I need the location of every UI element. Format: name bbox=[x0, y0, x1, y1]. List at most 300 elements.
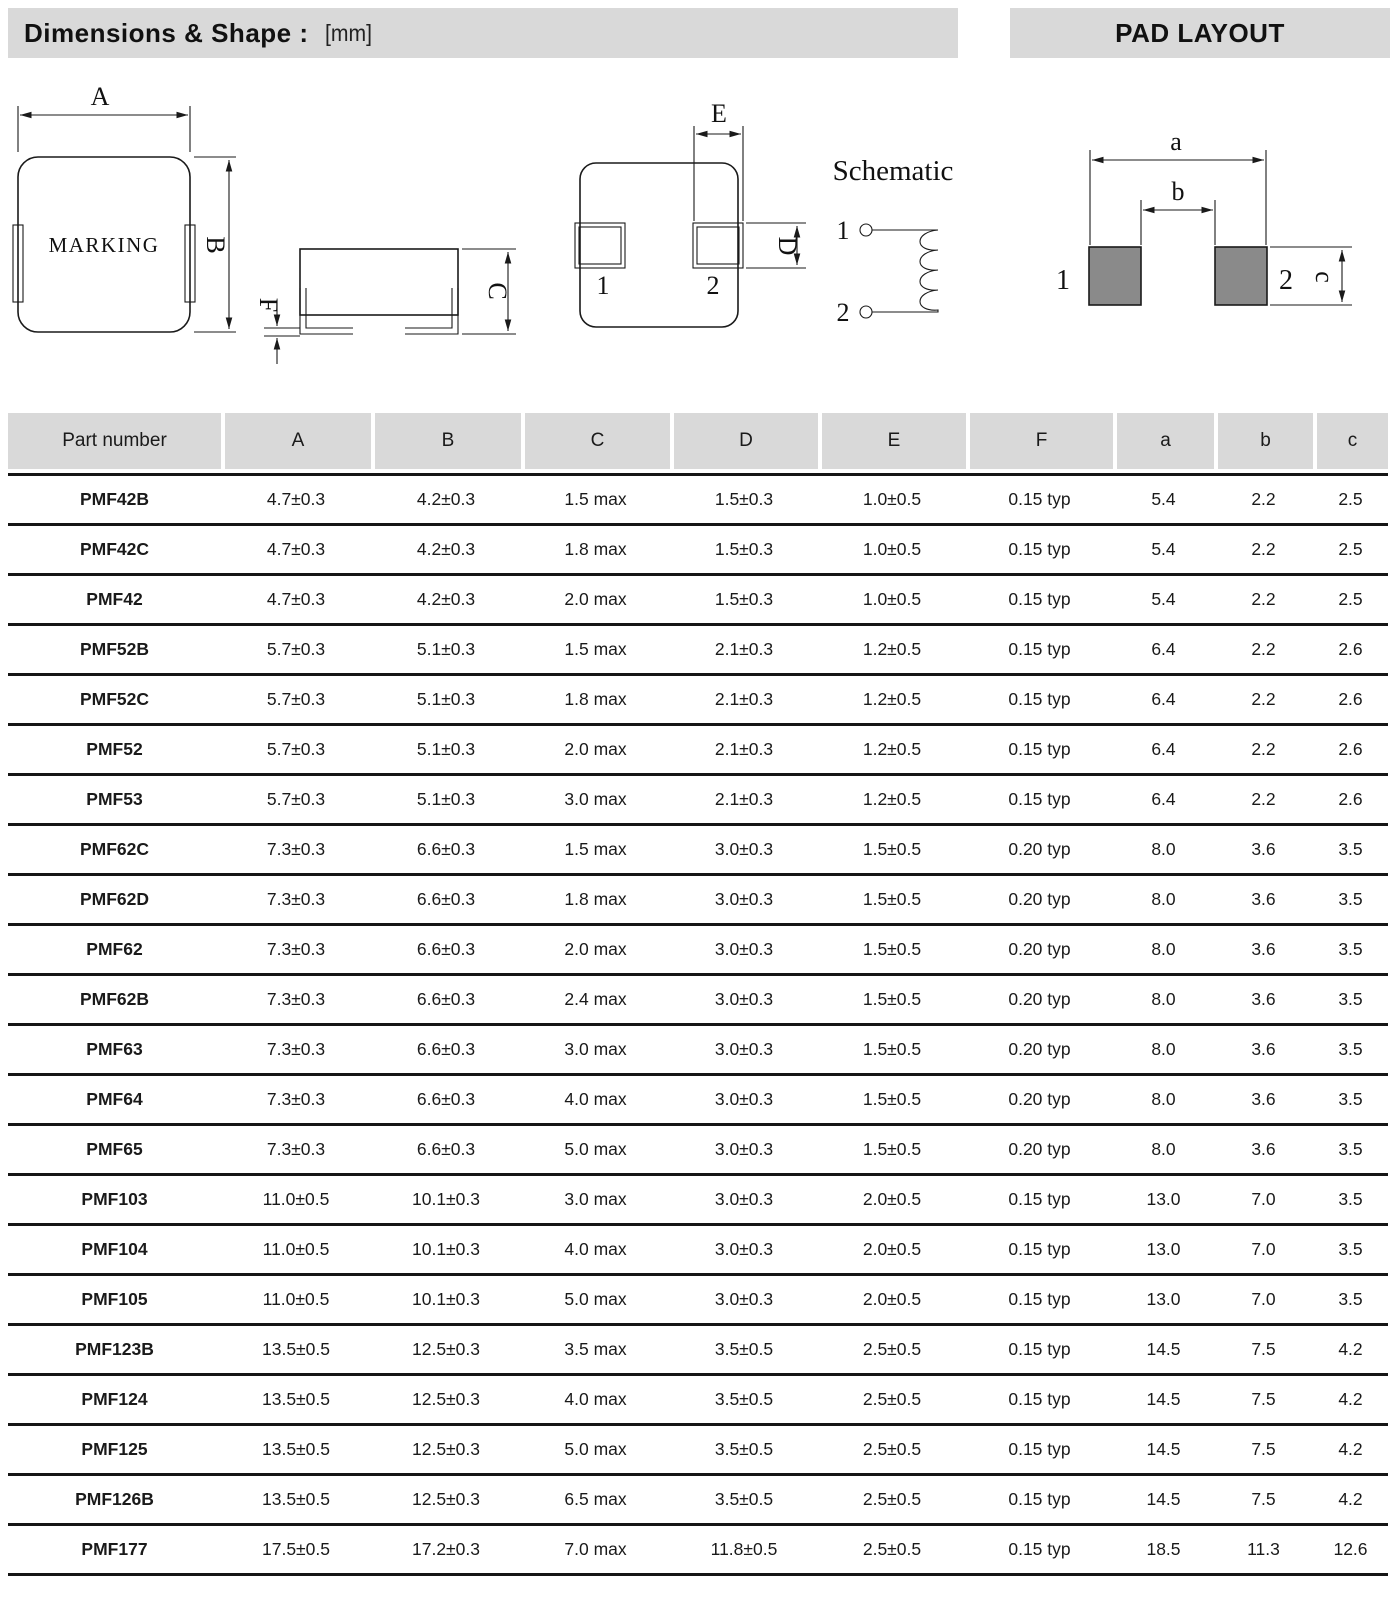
dimension-e bbox=[694, 99, 743, 221]
dimension-cell: 5.1±0.3 bbox=[371, 723, 521, 773]
figure-bottom-view bbox=[575, 99, 806, 327]
dimension-cell: 2.0 max bbox=[521, 723, 670, 773]
dimension-cell: 3.0±0.3 bbox=[670, 973, 818, 1023]
dimension-cell: 10.1±0.3 bbox=[371, 1273, 521, 1323]
dimension-cell: 18.5 bbox=[1113, 1523, 1214, 1576]
dimension-cell: 3.5 bbox=[1313, 1273, 1388, 1323]
dimension-cell: 5.4 bbox=[1113, 573, 1214, 623]
dimension-cell: 1.5±0.5 bbox=[818, 1073, 966, 1123]
dimension-cell: 2.5±0.5 bbox=[818, 1423, 966, 1473]
dimension-cell: 3.0±0.3 bbox=[670, 1073, 818, 1123]
dimension-cell: 4.2±0.3 bbox=[371, 573, 521, 623]
dimension-cell: 14.5 bbox=[1113, 1423, 1214, 1473]
dimension-f bbox=[254, 298, 300, 364]
part-number-cell: PMF104 bbox=[8, 1223, 221, 1273]
dimension-cell: 5.0 max bbox=[521, 1423, 670, 1473]
dimension-cell: 17.2±0.3 bbox=[371, 1523, 521, 1576]
dimension-cell: 4.2±0.3 bbox=[371, 523, 521, 573]
table-row bbox=[8, 723, 1388, 773]
table-row bbox=[8, 973, 1388, 1023]
dimension-cell: 7.5 bbox=[1214, 1323, 1313, 1373]
dimensions-shape-title: Dimensions & Shape : bbox=[24, 17, 309, 48]
table-row bbox=[8, 573, 1388, 623]
terminal-2-label: 2 bbox=[706, 271, 720, 300]
dimension-cell: 2.0 max bbox=[521, 923, 670, 973]
dimension-cell: 0.20 typ bbox=[966, 823, 1113, 873]
dimension-cell: 7.3±0.3 bbox=[221, 923, 371, 973]
dimension-cell: 8.0 bbox=[1113, 1123, 1214, 1173]
dimension-d bbox=[746, 223, 806, 268]
dimension-cell: 4.0 max bbox=[521, 1373, 670, 1423]
table-header-row bbox=[8, 413, 1388, 473]
table-row bbox=[8, 923, 1388, 973]
left-terminal-foot bbox=[300, 288, 353, 334]
dimension-cell: 3.0±0.3 bbox=[670, 1123, 818, 1173]
dimension-cell: 0.20 typ bbox=[966, 1123, 1113, 1173]
dimension-cell: 7.5 bbox=[1214, 1473, 1313, 1523]
dimension-cell: 12.5±0.3 bbox=[371, 1323, 521, 1373]
dimension-cell: 2.1±0.3 bbox=[670, 723, 818, 773]
part-number-cell: PMF53 bbox=[8, 773, 221, 823]
dimension-cell: 1.2±0.5 bbox=[818, 723, 966, 773]
dimensions-shape-header-bar bbox=[8, 8, 958, 58]
dimension-cell: 0.15 typ bbox=[966, 573, 1113, 623]
dimension-cell: 3.0 max bbox=[521, 773, 670, 823]
schematic-title: Schematic bbox=[832, 155, 954, 187]
table-row bbox=[8, 1073, 1388, 1123]
dimension-cell: 0.20 typ bbox=[966, 1073, 1113, 1123]
dimension-cell: 2.5±0.5 bbox=[818, 1373, 966, 1423]
col-header-D-4: D bbox=[670, 413, 818, 473]
terminal-1-label: 1 bbox=[596, 271, 610, 300]
dimension-cell: 12.6 bbox=[1313, 1523, 1388, 1576]
dimension-cell: 7.0 max bbox=[521, 1523, 670, 1576]
dimension-cell: 2.6 bbox=[1313, 723, 1388, 773]
dimension-cell: 1.5±0.3 bbox=[670, 573, 818, 623]
dimension-cell: 7.3±0.3 bbox=[221, 1123, 371, 1173]
dimension-cell: 5.0 max bbox=[521, 1123, 670, 1173]
dimension-cell: 2.2 bbox=[1214, 673, 1313, 723]
dimension-cell: 3.6 bbox=[1214, 873, 1313, 923]
part-number-cell: PMF52B bbox=[8, 623, 221, 673]
dimension-cell: 2.1±0.3 bbox=[670, 773, 818, 823]
dimension-cell: 2.5 bbox=[1313, 473, 1388, 523]
dimension-cell: 11.8±0.5 bbox=[670, 1523, 818, 1576]
dimension-cell: 14.5 bbox=[1113, 1323, 1214, 1373]
dimension-cell: 3.0 max bbox=[521, 1173, 670, 1223]
dimension-cell: 1.5±0.5 bbox=[818, 1123, 966, 1173]
dimension-cell: 13.0 bbox=[1113, 1173, 1214, 1223]
dimension-cell: 3.5±0.5 bbox=[670, 1373, 818, 1423]
part-number-cell: PMF62 bbox=[8, 923, 221, 973]
dimension-cell: 8.0 bbox=[1113, 823, 1214, 873]
dimension-cell: 3.5±0.5 bbox=[670, 1423, 818, 1473]
component-body-bottom-view bbox=[580, 163, 738, 327]
dimension-cell: 2.5 bbox=[1313, 523, 1388, 573]
dimension-cell: 5.7±0.3 bbox=[221, 723, 371, 773]
table-row bbox=[8, 1373, 1388, 1423]
col-header-part-number: Part number bbox=[8, 413, 221, 473]
pad-layout-header-bar bbox=[1010, 8, 1390, 58]
part-number-cell: PMF62B bbox=[8, 973, 221, 1023]
dimension-cell: 3.5 bbox=[1313, 873, 1388, 923]
dimension-cell: 1.5 max bbox=[521, 623, 670, 673]
dim-label-c-lower: c bbox=[1310, 271, 1339, 283]
dimension-cell: 4.2 bbox=[1313, 1323, 1388, 1373]
table-row bbox=[8, 1173, 1388, 1223]
table-row bbox=[8, 1273, 1388, 1323]
dimension-cell: 6.4 bbox=[1113, 773, 1214, 823]
dimension-cell: 14.5 bbox=[1113, 1373, 1214, 1423]
dimension-cell: 8.0 bbox=[1113, 1023, 1214, 1073]
dimension-cell: 6.6±0.3 bbox=[371, 823, 521, 873]
dimension-cell: 0.15 typ bbox=[966, 1223, 1113, 1273]
part-number-cell: PMF126B bbox=[8, 1473, 221, 1523]
dimension-cell: 7.3±0.3 bbox=[221, 823, 371, 873]
dimension-cell: 1.5±0.5 bbox=[818, 873, 966, 923]
dimension-cell: 2.5±0.5 bbox=[818, 1473, 966, 1523]
dimension-cell: 12.5±0.3 bbox=[371, 1423, 521, 1473]
table-row bbox=[8, 1023, 1388, 1073]
dimension-cell: 1.2±0.5 bbox=[818, 673, 966, 723]
part-number-cell: PMF42B bbox=[8, 473, 221, 523]
table-row bbox=[8, 873, 1388, 923]
dimension-cell: 7.0 bbox=[1214, 1273, 1313, 1323]
dimension-cell: 2.2 bbox=[1214, 573, 1313, 623]
dimension-cell: 0.20 typ bbox=[966, 1023, 1113, 1073]
dimension-cell: 3.0±0.3 bbox=[670, 873, 818, 923]
dimension-cell: 3.6 bbox=[1214, 973, 1313, 1023]
dimension-cell: 7.3±0.3 bbox=[221, 873, 371, 923]
schematic-pin2-label: 2 bbox=[836, 298, 850, 327]
dimension-cell: 1.5±0.5 bbox=[818, 973, 966, 1023]
technical-drawings bbox=[0, 60, 1392, 405]
dimension-cell: 13.0 bbox=[1113, 1273, 1214, 1323]
part-number-cell: PMF103 bbox=[8, 1173, 221, 1223]
dimension-cell: 1.8 max bbox=[521, 523, 670, 573]
figure-schematic bbox=[833, 155, 954, 327]
dimension-cell: 0.15 typ bbox=[966, 1373, 1113, 1423]
col-header-b-8: b bbox=[1214, 413, 1313, 473]
part-number-cell: PMF42 bbox=[8, 573, 221, 623]
layout-pad-2 bbox=[1215, 247, 1267, 305]
dimension-cell: 4.0 max bbox=[521, 1223, 670, 1273]
dimension-cell: 7.0 bbox=[1214, 1223, 1313, 1273]
dimension-cell: 3.0±0.3 bbox=[670, 1223, 818, 1273]
part-number-cell: PMF64 bbox=[8, 1073, 221, 1123]
dimension-cell: 8.0 bbox=[1113, 973, 1214, 1023]
dimension-cell: 1.2±0.5 bbox=[818, 773, 966, 823]
dimension-cell: 2.5±0.5 bbox=[818, 1323, 966, 1373]
part-number-cell: PMF63 bbox=[8, 1023, 221, 1073]
terminal-pad-2 bbox=[693, 223, 743, 268]
col-header-A-1: A bbox=[221, 413, 371, 473]
dimension-cell: 0.15 typ bbox=[966, 1523, 1113, 1576]
dimension-cell: 0.20 typ bbox=[966, 873, 1113, 923]
table-row bbox=[8, 773, 1388, 823]
dimension-cell: 2.6 bbox=[1313, 773, 1388, 823]
dimension-cell: 3.5±0.5 bbox=[670, 1323, 818, 1373]
part-number-cell: PMF52 bbox=[8, 723, 221, 773]
dimension-cell: 3.0±0.3 bbox=[670, 1173, 818, 1223]
dimension-cell: 1.8 max bbox=[521, 673, 670, 723]
dimension-cell: 6.6±0.3 bbox=[371, 1123, 521, 1173]
dimension-cell: 0.15 typ bbox=[966, 673, 1113, 723]
terminal-pad-2-inner bbox=[697, 227, 739, 264]
dimension-cell: 0.15 typ bbox=[966, 1473, 1113, 1523]
table-row bbox=[8, 1323, 1388, 1373]
dimension-cell: 2.6 bbox=[1313, 623, 1388, 673]
dimension-cell: 6.6±0.3 bbox=[371, 873, 521, 923]
dimension-cell: 2.5 bbox=[1313, 573, 1388, 623]
dim-label-a-upper: A bbox=[90, 82, 110, 111]
dimension-cell: 0.15 typ bbox=[966, 1173, 1113, 1223]
dimension-cell: 3.6 bbox=[1214, 823, 1313, 873]
dimension-cell: 3.6 bbox=[1214, 1073, 1313, 1123]
col-header-E-5: E bbox=[818, 413, 966, 473]
dimension-cell: 6.6±0.3 bbox=[371, 973, 521, 1023]
dimension-cell: 10.1±0.3 bbox=[371, 1173, 521, 1223]
dimension-cell: 0.15 typ bbox=[966, 1273, 1113, 1323]
dimension-cell: 12.5±0.3 bbox=[371, 1373, 521, 1423]
dimension-cell: 11.0±0.5 bbox=[221, 1223, 371, 1273]
dimension-cell: 4.2 bbox=[1313, 1423, 1388, 1473]
dimension-cell: 3.0±0.3 bbox=[670, 1023, 818, 1073]
dimension-cell: 7.5 bbox=[1214, 1423, 1313, 1473]
dim-label-d: D bbox=[773, 236, 802, 256]
dimension-cell: 5.4 bbox=[1113, 523, 1214, 573]
table-row bbox=[8, 473, 1388, 523]
pad-layout-title: PAD LAYOUT bbox=[1115, 17, 1285, 48]
dimension-cell: 13.5±0.5 bbox=[221, 1373, 371, 1423]
dimension-b-lower bbox=[1141, 177, 1215, 245]
dimension-cell: 1.5 max bbox=[521, 473, 670, 523]
part-number-cell: PMF105 bbox=[8, 1273, 221, 1323]
dimension-cell: 2.0±0.5 bbox=[818, 1273, 966, 1323]
dimension-cell: 4.7±0.3 bbox=[221, 473, 371, 523]
terminal-pad-1-inner bbox=[579, 227, 621, 264]
dimension-cell: 0.20 typ bbox=[966, 923, 1113, 973]
dimension-cell: 2.2 bbox=[1214, 473, 1313, 523]
dimension-cell: 8.0 bbox=[1113, 873, 1214, 923]
part-number-cell: PMF42C bbox=[8, 523, 221, 573]
dimension-cell: 3.5 bbox=[1313, 973, 1388, 1023]
dimension-cell: 4.7±0.3 bbox=[221, 573, 371, 623]
dimension-cell: 0.15 typ bbox=[966, 773, 1113, 823]
dimension-cell: 3.6 bbox=[1214, 923, 1313, 973]
dimension-cell: 5.7±0.3 bbox=[221, 673, 371, 723]
dimension-cell: 0.15 typ bbox=[966, 1323, 1113, 1373]
inductor-coil bbox=[872, 230, 938, 312]
table-row bbox=[8, 523, 1388, 573]
dimension-cell: 10.1±0.3 bbox=[371, 1223, 521, 1273]
dimension-cell: 0.15 typ bbox=[966, 523, 1113, 573]
dimension-cell: 3.5 bbox=[1313, 1073, 1388, 1123]
dimension-cell: 13.5±0.5 bbox=[221, 1473, 371, 1523]
dimension-cell: 3.5 bbox=[1313, 923, 1388, 973]
dimension-cell: 5.1±0.3 bbox=[371, 623, 521, 673]
dim-label-b-lower: b bbox=[1171, 177, 1185, 206]
dimension-cell: 5.1±0.3 bbox=[371, 673, 521, 723]
dimension-cell: 8.0 bbox=[1113, 1073, 1214, 1123]
part-number-cell: PMF62C bbox=[8, 823, 221, 873]
dimension-cell: 3.0 max bbox=[521, 1023, 670, 1073]
col-header-C-3: C bbox=[521, 413, 670, 473]
figure-top-view bbox=[13, 82, 236, 332]
part-number-cell: PMF124 bbox=[8, 1373, 221, 1423]
dim-label-e: E bbox=[711, 99, 727, 128]
dimension-cell: 3.5 bbox=[1313, 1023, 1388, 1073]
dimension-cell: 5.7±0.3 bbox=[221, 623, 371, 673]
dimension-cell: 2.1±0.3 bbox=[670, 673, 818, 723]
dimension-cell: 0.15 typ bbox=[966, 473, 1113, 523]
right-terminal-foot bbox=[405, 288, 458, 334]
dimension-cell: 1.0±0.5 bbox=[818, 573, 966, 623]
layout-pad-1 bbox=[1089, 247, 1141, 305]
dimension-cell: 1.0±0.5 bbox=[818, 523, 966, 573]
dimension-a-upper bbox=[18, 82, 190, 152]
dimension-cell: 4.2±0.3 bbox=[371, 473, 521, 523]
schematic-pin1-terminal bbox=[860, 224, 872, 236]
dimension-cell: 1.5±0.5 bbox=[818, 1023, 966, 1073]
dimension-cell: 1.5±0.5 bbox=[818, 823, 966, 873]
dimensions-table bbox=[8, 413, 1388, 1576]
table-row bbox=[8, 1423, 1388, 1473]
dimension-cell: 7.5 bbox=[1214, 1373, 1313, 1423]
dimension-b-upper bbox=[194, 157, 236, 332]
marking-label: MARKING bbox=[48, 233, 160, 257]
dimension-cell: 3.5 max bbox=[521, 1323, 670, 1373]
part-number-cell: PMF65 bbox=[8, 1123, 221, 1173]
dimension-cell: 2.2 bbox=[1214, 523, 1313, 573]
col-header-a-7: a bbox=[1113, 413, 1214, 473]
table-row bbox=[8, 623, 1388, 673]
dimension-cell: 6.4 bbox=[1113, 723, 1214, 773]
dimension-cell: 3.0±0.3 bbox=[670, 923, 818, 973]
table-row bbox=[8, 673, 1388, 723]
dimension-cell: 0.15 typ bbox=[966, 1423, 1113, 1473]
dimension-cell: 2.6 bbox=[1313, 673, 1388, 723]
units-label: [mm] bbox=[324, 19, 372, 46]
dim-label-c-upper: C bbox=[483, 282, 512, 300]
dimension-cell: 6.5 max bbox=[521, 1473, 670, 1523]
dimension-cell: 2.4 max bbox=[521, 973, 670, 1023]
dimension-cell: 1.5 max bbox=[521, 823, 670, 873]
dimension-cell: 2.2 bbox=[1214, 723, 1313, 773]
dimension-cell: 6.6±0.3 bbox=[371, 1073, 521, 1123]
dimension-cell: 12.5±0.3 bbox=[371, 1473, 521, 1523]
col-header-B-2: B bbox=[371, 413, 521, 473]
dimension-cell: 4.0 max bbox=[521, 1073, 670, 1123]
col-header-F-6: F bbox=[966, 413, 1113, 473]
dimension-cell: 0.15 typ bbox=[966, 623, 1113, 673]
dimension-cell: 2.0±0.5 bbox=[818, 1173, 966, 1223]
dimension-cell: 11.3 bbox=[1214, 1523, 1313, 1576]
table-row bbox=[8, 1523, 1388, 1576]
dimension-cell: 2.5±0.5 bbox=[818, 1523, 966, 1576]
dimension-cell: 6.6±0.3 bbox=[371, 1023, 521, 1073]
dimension-cell: 13.0 bbox=[1113, 1223, 1214, 1273]
figure-pad-layout bbox=[1056, 127, 1352, 305]
dimension-cell: 1.2±0.5 bbox=[818, 623, 966, 673]
dimension-cell: 13.5±0.5 bbox=[221, 1323, 371, 1373]
dim-label-f: F bbox=[254, 297, 283, 313]
part-number-cell: PMF125 bbox=[8, 1423, 221, 1473]
dimension-cell: 3.5 bbox=[1313, 1173, 1388, 1223]
table-row bbox=[8, 1123, 1388, 1173]
dim-label-a-lower: a bbox=[1170, 127, 1182, 156]
dimension-cell: 14.5 bbox=[1113, 1473, 1214, 1523]
dimension-cell: 0.20 typ bbox=[966, 973, 1113, 1023]
dimension-cell: 5.0 max bbox=[521, 1273, 670, 1323]
col-header-c-9: c bbox=[1313, 413, 1388, 473]
dimension-cell: 7.3±0.3 bbox=[221, 973, 371, 1023]
dimension-cell: 2.2 bbox=[1214, 773, 1313, 823]
dimension-cell: 6.4 bbox=[1113, 623, 1214, 673]
schematic-pin2-terminal bbox=[860, 306, 872, 318]
dimension-cell: 4.2 bbox=[1313, 1473, 1388, 1523]
dimension-cell: 13.5±0.5 bbox=[221, 1423, 371, 1473]
dimension-cell: 2.0 max bbox=[521, 573, 670, 623]
dimension-cell: 7.0 bbox=[1214, 1173, 1313, 1223]
right-terminal-foot-inner bbox=[405, 288, 452, 328]
layout-pad-2-label: 2 bbox=[1279, 265, 1293, 296]
dimension-cell: 3.5 bbox=[1313, 1223, 1388, 1273]
dimension-cell: 1.5±0.3 bbox=[670, 473, 818, 523]
schematic-pin1-label: 1 bbox=[836, 216, 850, 245]
dimension-cell: 6.4 bbox=[1113, 673, 1214, 723]
part-number-cell: PMF177 bbox=[8, 1523, 221, 1576]
dimension-cell: 2.1±0.3 bbox=[670, 623, 818, 673]
dimension-cell: 3.5 bbox=[1313, 1123, 1388, 1173]
dimension-cell: 3.0±0.3 bbox=[670, 1273, 818, 1323]
dimension-cell: 2.2 bbox=[1214, 623, 1313, 673]
part-number-cell: PMF52C bbox=[8, 673, 221, 723]
dimension-cell: 7.3±0.3 bbox=[221, 1073, 371, 1123]
layout-pad-1-label: 1 bbox=[1056, 265, 1070, 296]
dimension-cell: 3.6 bbox=[1214, 1123, 1313, 1173]
left-terminal-foot-inner bbox=[306, 288, 353, 328]
dimension-cell: 11.0±0.5 bbox=[221, 1273, 371, 1323]
terminal-pad-1 bbox=[575, 223, 625, 268]
table-row bbox=[8, 823, 1388, 873]
dimension-cell: 0.15 typ bbox=[966, 723, 1113, 773]
dimension-cell: 11.0±0.5 bbox=[221, 1173, 371, 1223]
dimension-cell: 3.5±0.5 bbox=[670, 1473, 818, 1523]
dimension-cell: 1.8 max bbox=[521, 873, 670, 923]
dimension-cell: 3.0±0.3 bbox=[670, 823, 818, 873]
component-body-side-view bbox=[300, 249, 458, 315]
dimension-cell: 3.5 bbox=[1313, 823, 1388, 873]
dimension-cell: 6.6±0.3 bbox=[371, 923, 521, 973]
dimension-cell: 4.7±0.3 bbox=[221, 523, 371, 573]
table-row bbox=[8, 1223, 1388, 1273]
dimension-cell: 3.6 bbox=[1214, 1023, 1313, 1073]
dimension-cell: 5.4 bbox=[1113, 473, 1214, 523]
dimension-cell: 8.0 bbox=[1113, 923, 1214, 973]
dimension-cell: 1.5±0.3 bbox=[670, 523, 818, 573]
part-number-cell: PMF123B bbox=[8, 1323, 221, 1373]
dimension-cell: 7.3±0.3 bbox=[221, 1023, 371, 1073]
dimension-c-upper bbox=[462, 249, 516, 334]
dimension-cell: 2.0±0.5 bbox=[818, 1223, 966, 1273]
dim-label-b-upper: B bbox=[201, 236, 230, 254]
part-number-cell: PMF62D bbox=[8, 873, 221, 923]
table-row bbox=[8, 1473, 1388, 1523]
dimension-cell: 4.2 bbox=[1313, 1373, 1388, 1423]
dimension-cell: 5.7±0.3 bbox=[221, 773, 371, 823]
dimension-cell: 5.1±0.3 bbox=[371, 773, 521, 823]
